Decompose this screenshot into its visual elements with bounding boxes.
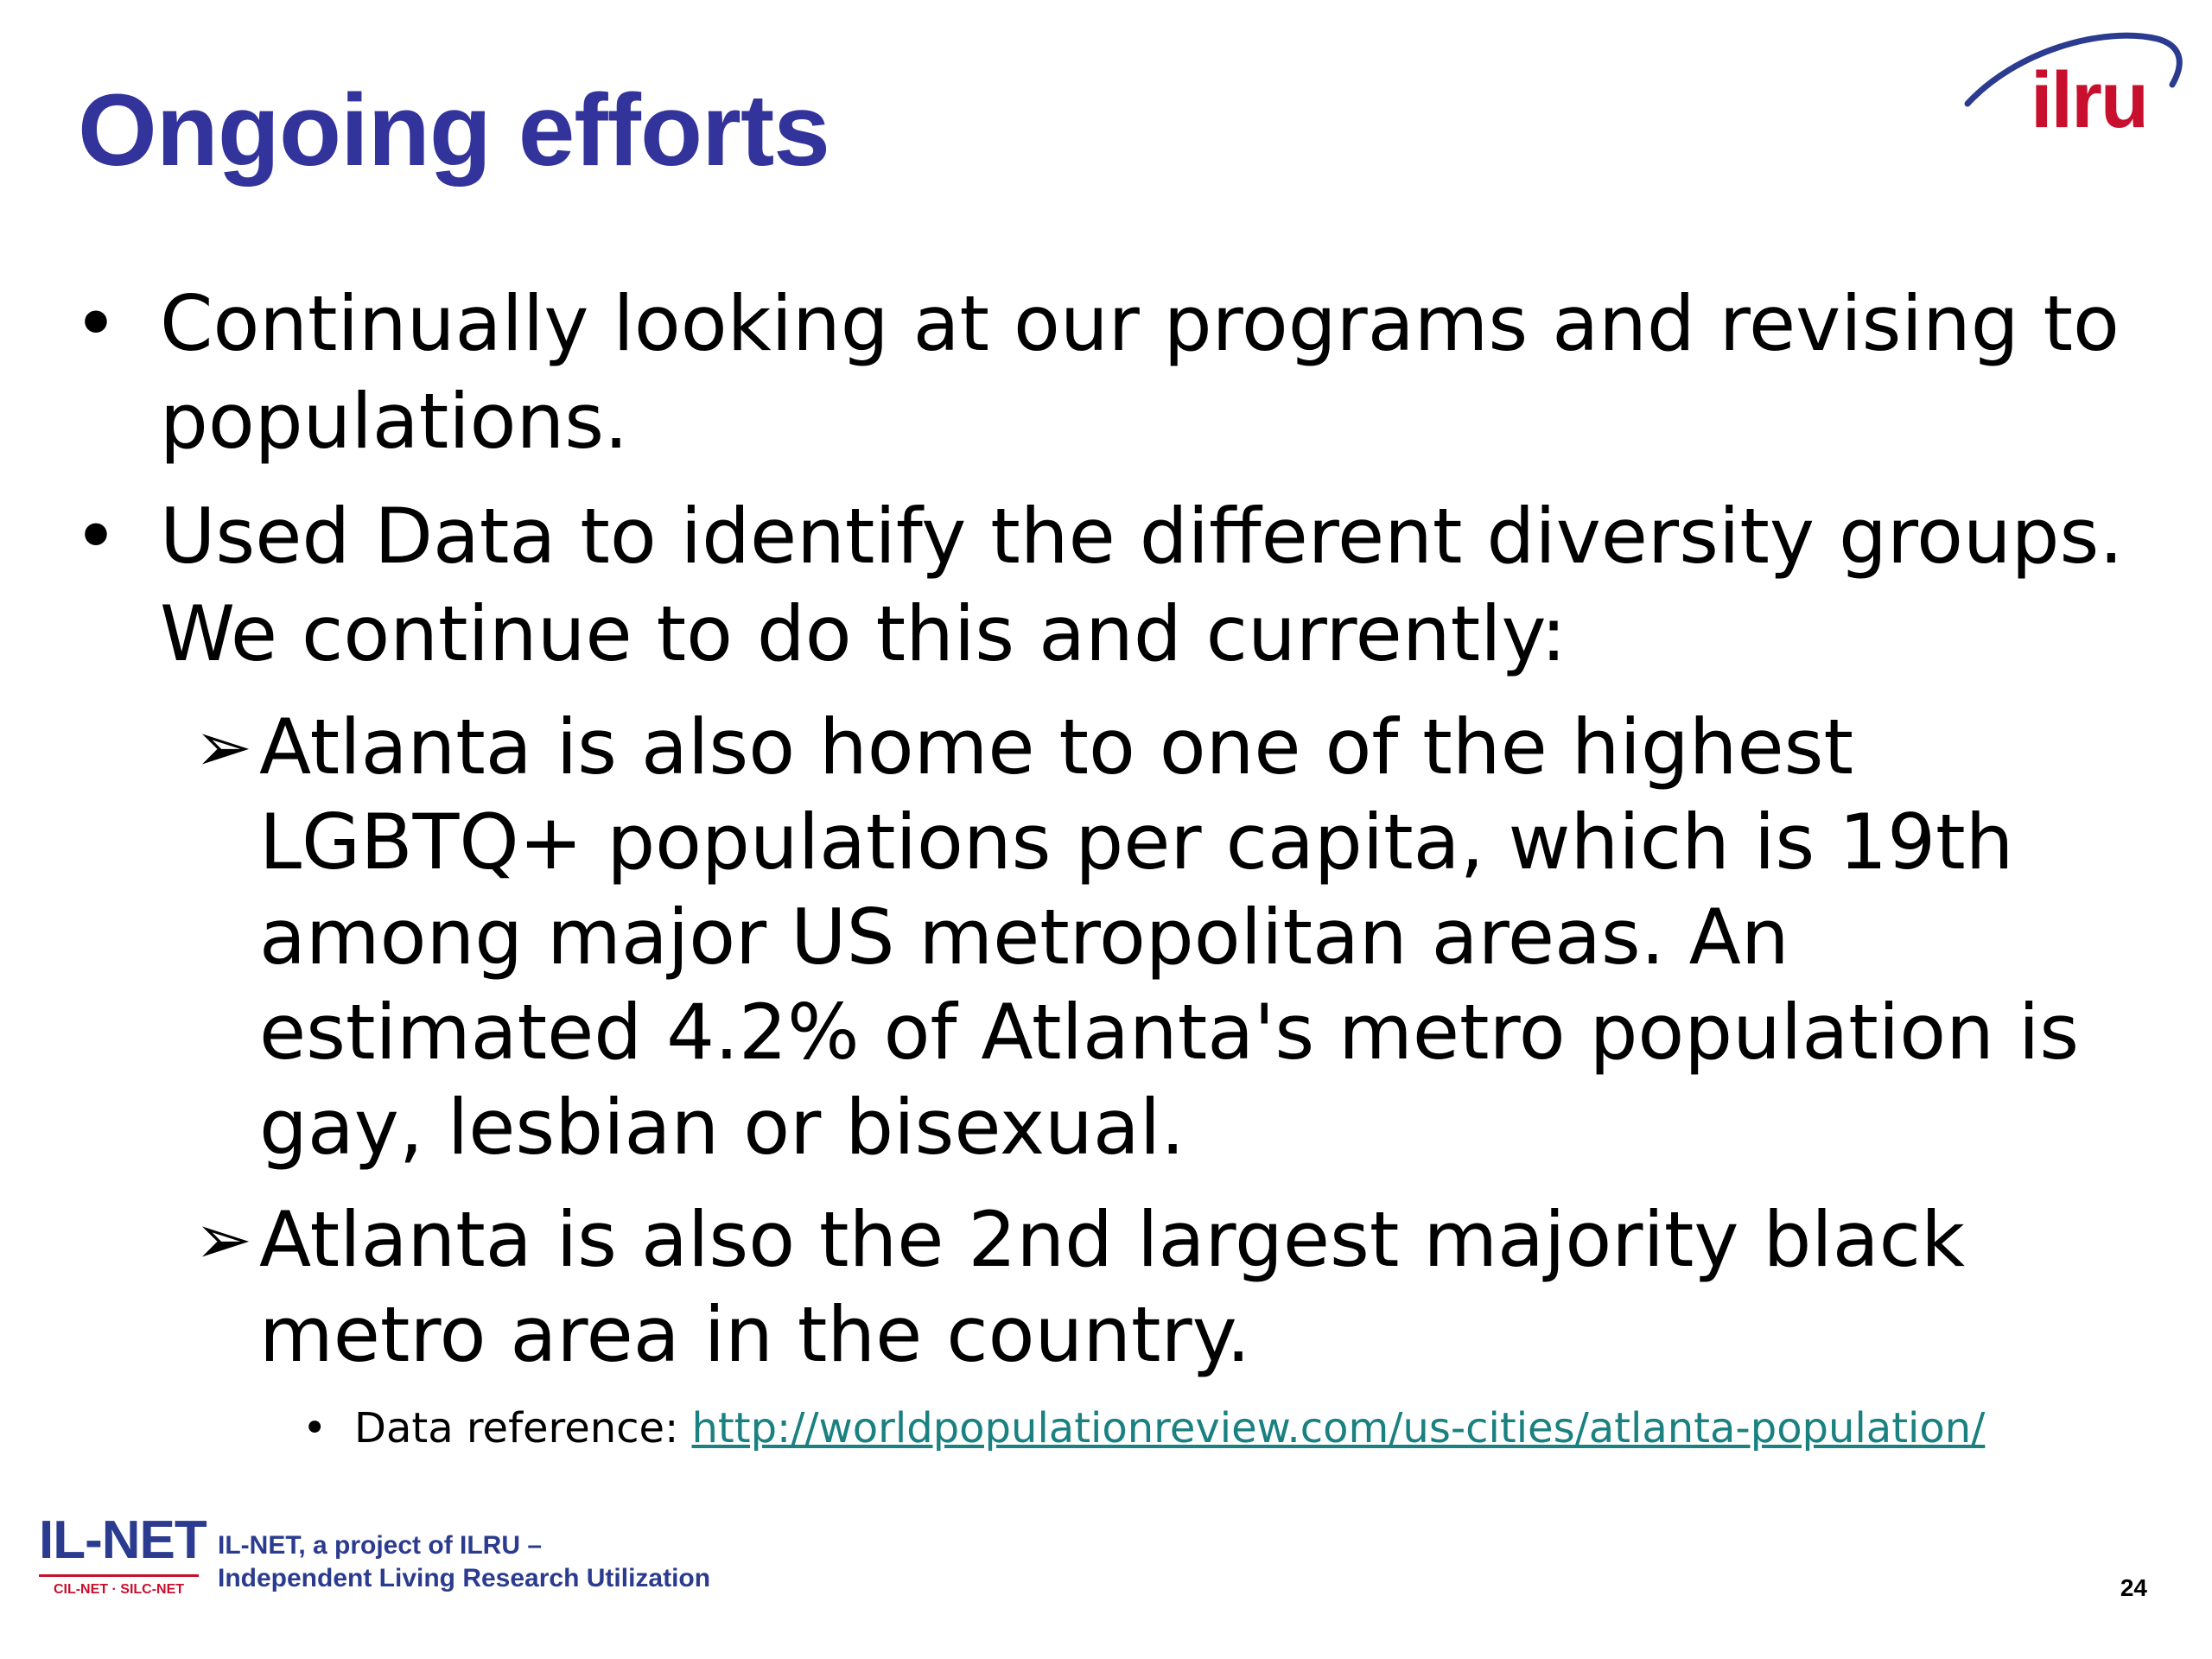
data-reference [302, 1400, 2164, 1457]
reference-label: Data reference: [354, 1404, 692, 1452]
arrow-bullet-icon: ➢ [194, 707, 253, 787]
il-net-logo-subtext: CIL-NET · SILC-NET [53, 1582, 185, 1597]
bullet-item [73, 275, 2164, 470]
bullet-item [73, 487, 2164, 683]
ilru-logo [1963, 17, 2188, 147]
logo-divider [39, 1574, 199, 1577]
slide-title: Ongoing efforts [78, 73, 830, 188]
sub-bullet-text: Atlanta is also the 2nd largest majority black metro area in the country. [259, 1195, 1966, 1379]
sub-bullet-item [194, 1192, 2164, 1382]
footer-line-1: IL-NET, a project of ILRU – [218, 1531, 543, 1560]
bullet-text: Continually looking at our programs and revising to populations. [160, 279, 2120, 466]
sub-bullet-text: Atlanta is also home to one of the highest LGBTQ+ populations per capita, which is 19th among major US metropolitan areas. An estimated 4.2% of Atlanta's metro population is gay, lesbian or bisexual. [259, 702, 2080, 1172]
logo-text: ilru [2031, 56, 2148, 144]
il-net-logo [39, 1510, 212, 1598]
footer-text [218, 1529, 710, 1595]
footer-line-2: Independent Living Research Utilization [218, 1564, 711, 1592]
page-number: 24 [2120, 1574, 2147, 1601]
reference-link[interactable]: http://worldpopulationreview.com/us-cities/atlanta-population/ [691, 1404, 1986, 1452]
bullet-text: Used Data to identify the different diversity groups. We continue to do this and currently: [160, 492, 2124, 678]
sub-bullet-item [194, 700, 2164, 1175]
arrow-bullet-icon: ➢ [194, 1199, 253, 1280]
bullet-marker: • [73, 279, 118, 368]
slide-content [73, 275, 2164, 1457]
bullet-marker: • [73, 492, 118, 581]
bullet-marker: • [302, 1404, 327, 1452]
il-net-logo-text: IL-NET [39, 1510, 207, 1570]
